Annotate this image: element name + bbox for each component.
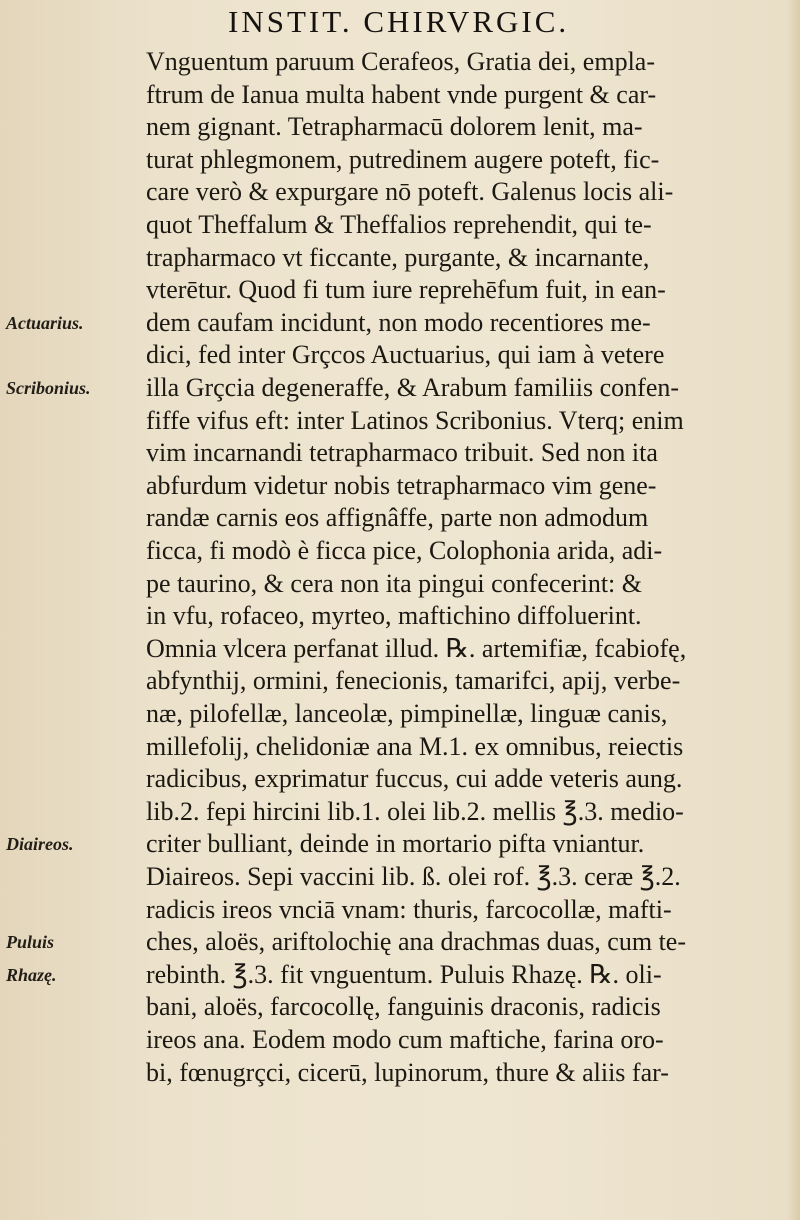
- text-line: turat phlegmonem, putredinem augere poteft, fic-: [146, 144, 660, 174]
- text-line: vterētur. Quod fi tum iure reprehēfum fuit, in ean-: [146, 275, 666, 305]
- text-line: rebinth. ℥.3. fit vnguentum. Puluis Rhazę. ℞. oli-: [146, 959, 662, 989]
- text-line: lib.2. fepi hircini lib.1. olei lib.2. mellis ℥.3. medio-: [146, 796, 684, 826]
- text-line: ches, aloës, ariftolochię ana drachmas duas, cum te-: [146, 927, 686, 957]
- text-line: Omnia vlcera perfanat illud. ℞. artemifiæ, fcabiofę,: [146, 633, 687, 663]
- text-line: radicibus, exprimatur fuccus, cui adde veteris aung.: [146, 764, 683, 794]
- text-line: ficca, fi modò è ficca pice, Colophonia arida, adi-: [146, 536, 663, 565]
- text-line: bi, fœnugrçci, cicerū, lupinorum, thure & aliis far-: [146, 1057, 669, 1087]
- text-line: criter bulliant, deinde in mortario pifta vniantur.: [146, 829, 645, 859]
- marginal-note: Puluis: [6, 932, 55, 953]
- text-line: ireos ana. Eodem modo cum maftiche, farina oro-: [146, 1025, 664, 1054]
- text-line: illa Grçcia degeneraffe, & Arabum familiis confen-: [146, 373, 680, 402]
- text-line: abfynthij, ormini, fenecionis, tamarifci, apij, verbe-: [146, 666, 681, 696]
- text-line: in vfu, rofaceo, myrteo, maftichino diffoluerint.: [146, 601, 642, 631]
- text-line: næ, pilofellæ, lanceolæ, pimpinellæ, linguæ canis,: [146, 699, 668, 728]
- text-line: abfurdum videtur nobis tetrapharmaco vim gene-: [146, 470, 657, 500]
- text-line: quot Theffalum & Theffalios reprehendit, qui te-: [146, 210, 652, 239]
- marginal-note: Rhazę.: [6, 964, 57, 985]
- text-line: dici, fed inter Grçcos Auctuarius, qui iam à vetere: [146, 340, 665, 370]
- text-line: pe taurino, & cera non ita pingui confecerint: &: [146, 568, 642, 598]
- text-line: Vnguentum paruum Cerafeos, Gratia dei, empla-: [146, 47, 655, 76]
- text-line: vim incarnandi tetrapharmaco tribuit. Sed non ita: [146, 438, 658, 468]
- text-line: radicis ireos vnciā vnam: thuris, farcocollæ, mafti-: [146, 894, 672, 924]
- marginal-note: Diaireos.: [6, 834, 74, 855]
- marginal-note: Scribonius.: [6, 378, 91, 398]
- marginal-note: Actuarius.: [6, 312, 84, 333]
- text-line: fiffe vifus eft: inter Latinos Scribonius. Vterq; enim: [146, 405, 684, 435]
- running-head: INSTIT. CHIRVRGIC.: [228, 4, 570, 39]
- text-line: millefolij, chelidoniæ ana M.1. ex omnibus, reiectis: [146, 731, 684, 761]
- text-line: dem caufam incidunt, non modo recentiores me-: [146, 307, 651, 337]
- text-line: care verò & expurgare nō poteft. Galenus locis ali-: [146, 177, 674, 207]
- text-line: ftrum de Ianua multa habent vnde purgent & car-: [146, 79, 657, 109]
- text-line: Diaireos. Sepi vaccini lib. ß. olei rof. ℥.3. ceræ ℥.2.: [146, 862, 681, 891]
- text-line: bani, aloës, farcocollę, fanguinis draconis, radicis: [146, 992, 661, 1022]
- page-edge: [788, 0, 800, 1220]
- text-line: randæ carnis eos affignâffe, parte non admodum: [146, 503, 649, 533]
- text-line: nem gignant. Tetrapharmacū dolorem lenit, ma-: [146, 112, 643, 142]
- text-line: trapharmaco vt ficcante, purgante, & incarnante,: [146, 242, 650, 272]
